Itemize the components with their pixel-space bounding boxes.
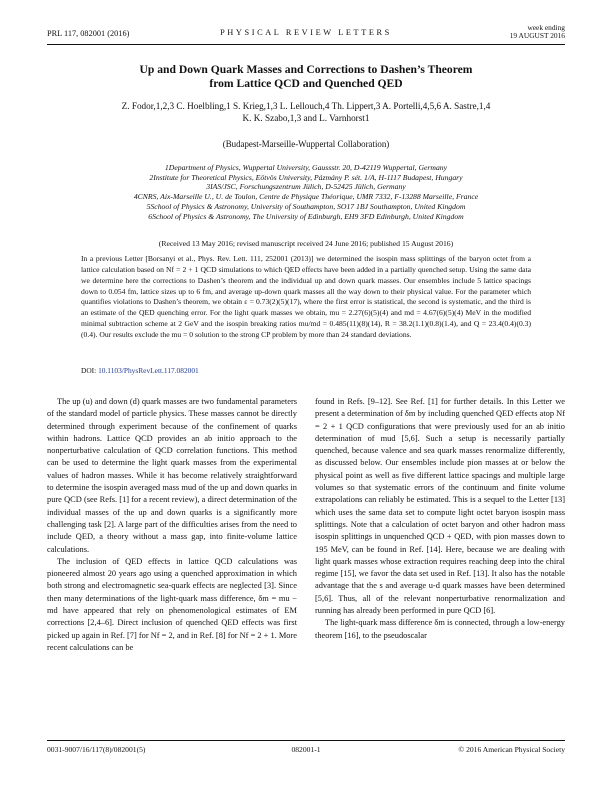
affiliations xyxy=(60,163,552,221)
authors-line-2: K. K. Szabo,1,3 and L. Varnhorst1 xyxy=(242,112,370,123)
issue-date xyxy=(510,24,565,41)
title-line-2: from Lattice QCD and Quenched QED xyxy=(209,76,403,90)
affiliation-1: 1Department of Physics, Wuppertal University, Gaussstr. 20, D-42119 Wuppertal, Germany xyxy=(164,163,448,172)
doi-label: DOI: xyxy=(81,366,97,375)
paragraph: The inclusion of QED effects in lattice QCD calculations was pioneered almost 20 years ago using a quenched approximation in which both strong and electromagnetic sea-quark effects are neglected [3]. Since then many determinations of the light-quark mass difference, δm = mu − md have appeared that rely on phenomenological estimates of EM corrections [2,4–6]. Direct inclusion of quenched QED effects was first picked up again in Ref. [7] for Nf = 2, and in Ref. [8] for Nf = 2 + 1. More recent calculations can be xyxy=(47,556,297,652)
affiliation-5: 5School of Physics & Astronomy, University of Southampton, SO17 1BJ Southampton, United Kingdom xyxy=(146,201,466,211)
copyright: © 2016 American Physical Society xyxy=(458,745,565,754)
authors-line-1: Z. Fodor,1,2,3 C. Hoelbling,1 S. Krieg,1,3 L. Lellouch,4 Th. Lippert,3 A. Portelli,4,5,6 A. Sastre,1,4 xyxy=(121,101,491,111)
title-line-1: Up and Down Quark Masses and Corrections to Dashen’s Theorem xyxy=(139,63,473,76)
affiliation-2: 2Institute for Theoretical Physics, Eötvös University, Pázmány P. sét. 1/A, H-1117 Budapest, Hungary xyxy=(149,172,463,182)
body-column-left xyxy=(47,396,297,654)
issue-date-line2: 19 AUGUST 2016 xyxy=(509,31,565,41)
received-dates: (Received 13 May 2016; revised manuscript received 24 June 2016; published 15 August 2016) xyxy=(158,239,454,248)
affiliation-3: 3IAS/JSC, Forschungszentrum Jülich, D-52425 Jülich, Germany xyxy=(206,182,406,192)
running-header xyxy=(47,22,565,44)
journal-name: PHYSICAL REVIEW LETTERS xyxy=(220,28,392,37)
footer-issn: 0031-9007/16/117(8)/082001(5) xyxy=(47,745,146,754)
author-list xyxy=(60,101,552,125)
page-number: 082001-1 xyxy=(291,745,321,754)
journal-citation: PRL 117, 082001 (2016) xyxy=(47,29,130,38)
doi-link[interactable]: 10.1103/PhysRevLett.117.082001 xyxy=(98,366,199,375)
collaboration: (Budapest-Marseille-Wuppertal Collaboration) xyxy=(222,139,390,149)
affiliation-6: 6School of Physics & Astronomy, The University of Edinburgh, EH9 3FD Edinburgh, United Kingdom xyxy=(148,211,464,221)
paper-title xyxy=(60,63,552,90)
issue-date-line1: week ending xyxy=(527,23,565,32)
doi-line xyxy=(81,366,199,375)
header-rule xyxy=(47,44,565,45)
paragraph: found in Refs. [9–12]. See Ref. [1] for further details. In this Letter we present a determination of δm by including quenched QED effects atop Nf = 2 + 1 QCD configurations that were previously used for an ab initio determination of mud [5,6]. Such a setup is necessarily partially quenched, because valence and sea quark masses renormalize differently, as discussed below. Our ensembles include pion masses at or below the physical point as well as five different lattice spacings and multiple large volumes so that systematic errors of the continuum and finite volume extrapolations can reliably be estimated. This is a sequel to the Letter [13] which uses the same data set to compute light octet baryon isospin mass splittings. Note that a calculation of octet baryon and other hadron mass isospin splittings in unquenched QCD + QED, with pion masses down to 195 MeV, can be found in Ref. [14]. Here, because we are dealing with light quark masses whose extraction requires reaching deep into the chiral regime [15], we favor the data set used in Ref. [13]. It also has the notable advantage that the s and average u-d quark masses have been determined [5,6]. Thus, all of the relevant nonperturbative renormalization and running has already been performed in pure QCD [6]. xyxy=(315,397,565,616)
paragraph: The light-quark mass difference δm is connected, through a low-energy theorem [16], to the pseudoscalar xyxy=(315,618,565,640)
affiliation-4: 4CNRS, Aix-Marseille U., U. de Toulon, Centre de Physique Théorique, UMR 7332, F-13288 Marseille, France xyxy=(133,192,479,202)
body-column-right xyxy=(315,396,565,642)
abstract: In a previous Letter [Borsanyi et al., Phys. Rev. Lett. 111, 252001 (2013)] we determined the isospin mass splittings of the baryon octet from a lattice calculation based on Nf = 2 + 1 QCD simulations to which QED effects have been added in a partially quenched setup. Using the same data we determine here the corrections to Dashen’s theorem and the individual up and down quark masses. Our ensembles include 5 lattice spacings down to 0.054 fm, lattice sizes up to 6 fm, and average up-down quark masses all the way down to their physical value. For the parameter which quantifies violations to Dashen’s theorem, we obtain ε = 0.73(2)(5)(17), where the first error is statistical, the second is systematic, and the third is an estimate of the QED quenching error. For the light quark masses we obtain, mu = 2.27(6)(5)(4) and md = 4.67(6)(5)(4) MeV in the modified minimal subtraction scheme at 2 GeV and the isospin breaking ratios mu/md = 0.485(11)(8)(14), R = 38.2(1.1)(0.8)(1.4), and Q = 23.4(0.4)(0.3)(0.4). Our results exclude the mu = 0 solution to the strong CP problem by more than 24 standard deviations. xyxy=(81,254,531,339)
paragraph: The up (u) and down (d) quark masses are two fundamental parameters of the standard model of particle physics. These masses cannot be directly determined through experiment because of the confinement of quarks within hadrons. Lattice QCD provides an ab initio approach to the nonperturbative calculation of QCD correlation functions. This method can be used to determine the light quark masses from the experimental values of hadron masses. While it has become relatively straightforward to determine the isospin averaged mass mud of the up and down quarks in pure QCD (see Refs. [1] for a recent review), a direct determination of the individual masses of the up and down quarks is a significantly more challenging task [2]. A large part of the difficulties arises from the need to include QED, a theory without a mass gap, into finite-volume lattice calculations. xyxy=(47,397,297,554)
footer-rule xyxy=(47,740,565,741)
